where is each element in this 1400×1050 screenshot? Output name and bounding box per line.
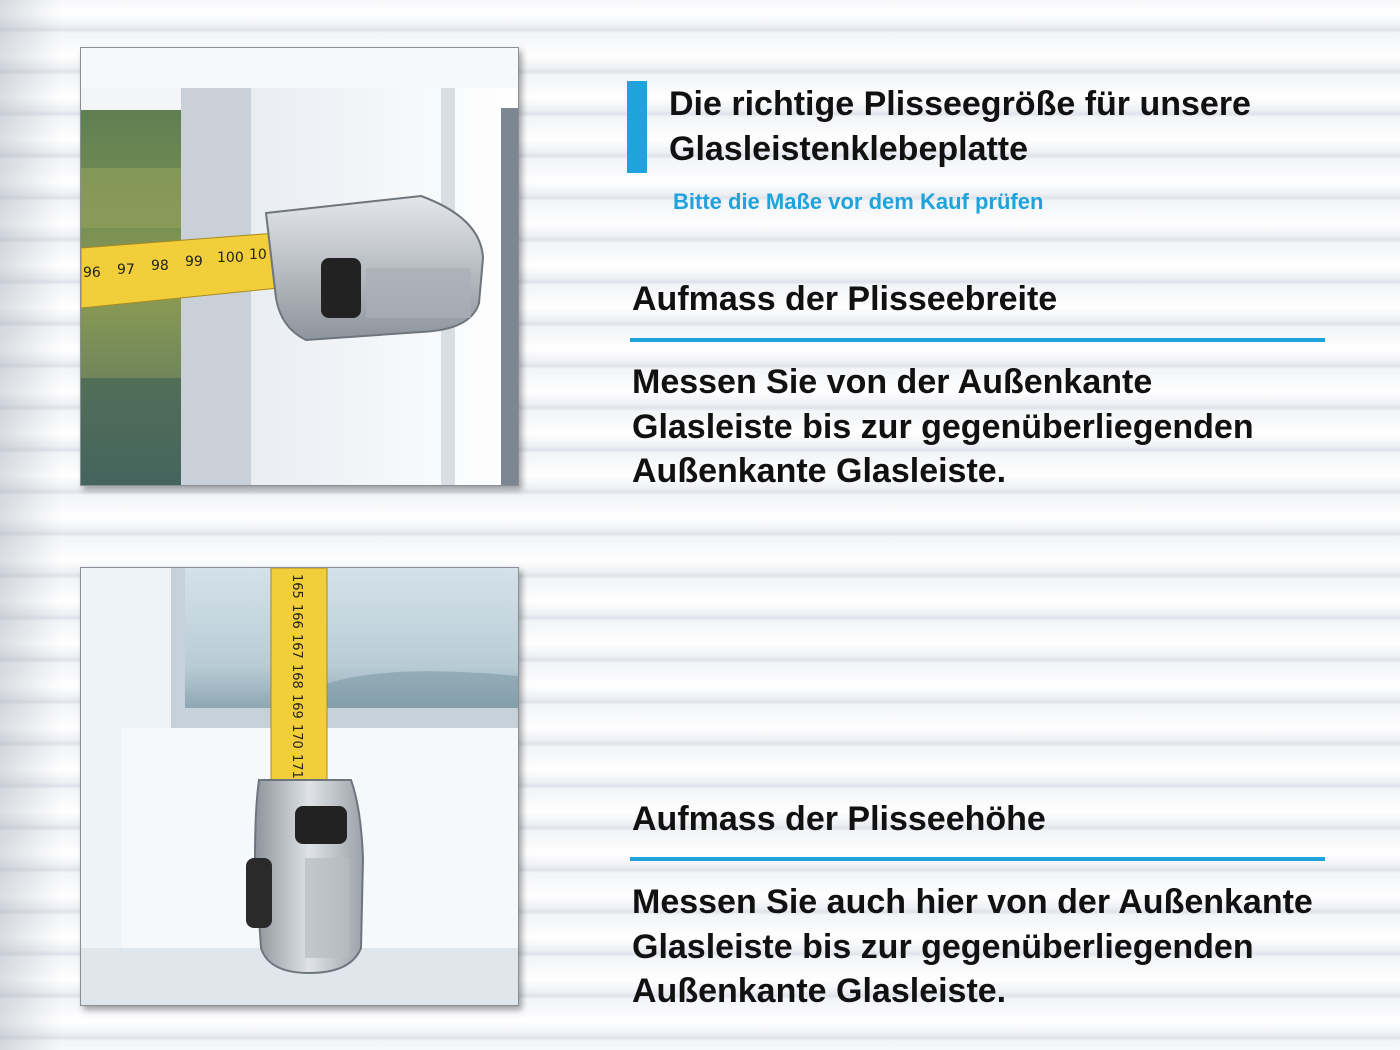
width-section-text: Messen Sie von der Außenkante Glasleiste bis zur gegenüberliegenden Außenkante Glasleiste. (632, 363, 1254, 490)
tape-label-166: 166 (289, 604, 304, 629)
tape-label-96: 96 (83, 265, 101, 281)
height-section-heading: Aufmass der Plisseehöhe (632, 800, 1046, 838)
height-measure-photo (80, 567, 519, 1006)
title-accent-bar (627, 81, 647, 173)
width-measure-illustration (81, 48, 518, 485)
tape-label-99: 99 (185, 254, 203, 270)
tape-label-169: 169 (289, 694, 304, 719)
tape-label-171: 171 (289, 754, 304, 779)
height-section-divider (630, 857, 1325, 861)
tape-label-100: 100 (217, 250, 244, 266)
width-measure-photo (80, 47, 519, 486)
tape-label-165: 165 (289, 574, 304, 599)
tape-label-98: 98 (151, 258, 169, 274)
page-subtitle: Bitte die Maße vor dem Kauf prüfen (673, 189, 1044, 214)
tape-label-167: 167 (289, 634, 304, 659)
tape-label-10: 10 (249, 247, 267, 263)
tape-label-170: 170 (289, 724, 304, 749)
tape-label-97: 97 (117, 262, 135, 278)
page-title: Die richtige Plisseegröße für unsere Glasleistenklebeplatte (669, 85, 1251, 168)
tape-label-168: 168 (289, 664, 304, 689)
height-section-text: Messen Sie auch hier von der Außenkante Glasleiste bis zur gegenüberliegenden Außenkante Glasleiste. (632, 883, 1313, 1010)
height-measure-illustration (81, 568, 518, 1005)
width-section-heading: Aufmass der Plisseebreite (632, 280, 1058, 318)
width-section-divider (630, 338, 1325, 342)
